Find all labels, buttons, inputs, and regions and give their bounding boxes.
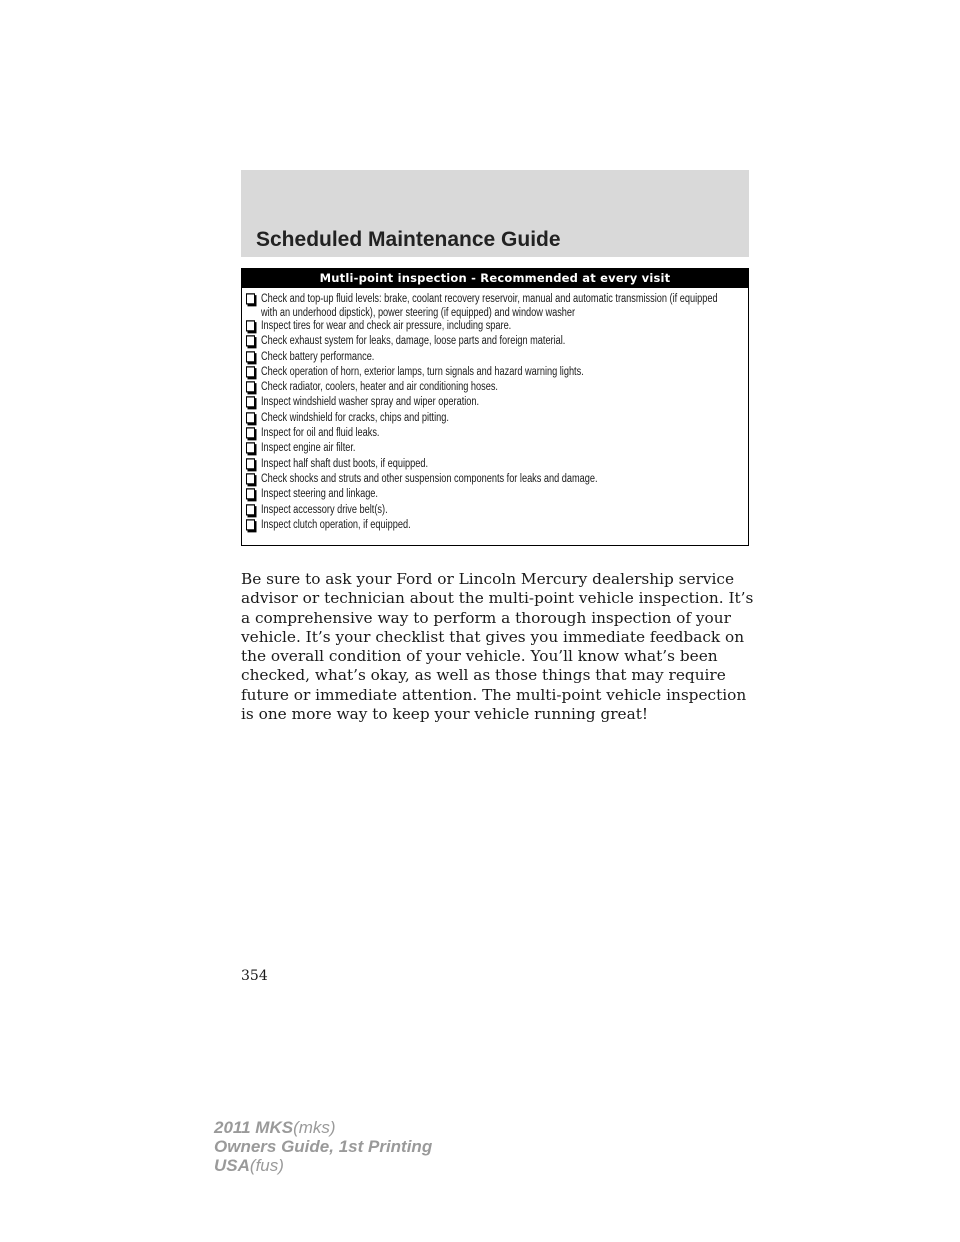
checklist-item-text: Inspect half shaft dust boots, if equipped. [261,456,429,470]
footer-region: USA [214,1156,250,1175]
checklist-item-text: Check battery performance. [261,349,375,363]
checkbox-icon [246,473,255,484]
checkbox-icon [246,412,255,423]
checkbox-icon [246,320,255,331]
footer-region-code: (fus) [249,1156,284,1175]
checklist-heading: Mutli-point inspection - Recommended at every visit [242,269,748,288]
footer-model-code: (mks) [293,1118,336,1137]
page-number: 354 [241,968,268,984]
checklist-item-text: Check operation of horn, exterior lamps, turn signals and hazard warning lights. [261,364,584,378]
footer-line-region [214,1156,432,1175]
checkbox-icon [246,504,255,515]
checklist-item-text: Check exhaust system for leaks, damage, loose parts and foreign material. [261,334,566,347]
checkbox-icon [246,443,255,454]
checklist-item-text: Check windshield for cracks, chips and pitting. [261,410,449,424]
inspection-checklist-box [241,268,749,546]
print-footer [214,1118,432,1175]
checkbox-icon [246,336,255,347]
checkbox-icon [246,489,255,500]
checkbox-icon [246,351,255,362]
checklist-item-text: Inspect engine air filter. [261,441,356,454]
checkbox-icon [246,381,255,392]
checklist-item-text: Check and top-up fluid levels: brake, coolant recovery reservoir, manual and automatic transmission (if equipped with an underhood dipstick), power steering (if equipped) and window washer [261,292,718,319]
body-paragraph: Be sure to ask your Ford or Lincoln Mercury dealership service advisor or technician about the multi-point vehicle inspection. It’s a comprehensive way to perform a thorough inspection of your vehicle. It’s your checklist that gives you immediate feedback on the overall condition of your vehicle. You’ll know what’s been checked, what’s okay, as well as those things that may require future or immediate attention. The multi-point vehicle inspection is one more way to keep your vehicle running great! [241,570,754,724]
checklist-item-text: Inspect windshield washer spray and wiper operation. [261,395,480,408]
checklist-item-text: Inspect for oil and fluid leaks. [261,426,380,439]
checklist-item-text: Check shocks and struts and other suspension components for leaks and damage. [261,471,598,485]
checkbox-icon [246,427,255,438]
checkbox-icon [246,397,255,408]
section-title: Scheduled Maintenance Guide [256,228,561,251]
footer-guide-edition: Owners Guide, 1st Printing [214,1137,433,1156]
footer-line-model [214,1118,432,1137]
checklist-item-text: Inspect tires for wear and check air pressure, including spare. [261,319,512,332]
checkbox-icon [246,458,255,469]
checklist-item-text: Inspect steering and linkage. [261,487,378,500]
footer-line-guide [214,1137,432,1156]
checklist-item [242,518,748,537]
checklist-item-text: Check radiator, coolers, heater and air conditioning hoses. [261,380,498,393]
checkbox-icon [246,293,255,304]
checklist-items [242,288,748,533]
checkbox-icon [246,366,255,377]
checklist-item-text: Inspect clutch operation, if equipped. [261,517,411,531]
footer-model: 2011 MKS [214,1118,294,1137]
checklist-item-text: Inspect accessory drive belt(s). [261,502,388,516]
checkbox-icon [246,519,255,530]
